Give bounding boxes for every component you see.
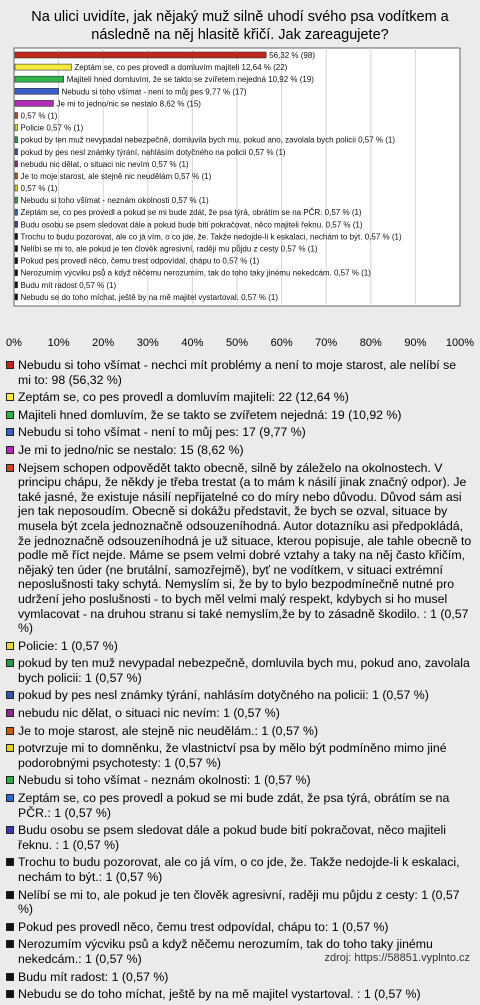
legend-swatch bbox=[6, 428, 14, 436]
legend-swatch bbox=[6, 923, 14, 931]
legend-swatch bbox=[6, 642, 14, 650]
legend-label: Nerozumím výcviku psů a když něčemu nerozumím, tak do toho taky jinému nekedcám.: 1 (0,57 %) bbox=[18, 937, 433, 966]
bar-label: Trochu to budu pozorovat, ale co já vím, o co jde, že. Takže nedojde-li k eskalaci, nechám to být. 0,57 % (1) bbox=[20, 232, 402, 242]
legend-item bbox=[6, 461, 472, 636]
source-text: zdroj: https://58851.vyplnto.cz bbox=[324, 952, 470, 964]
chart-title: Na ulici uvidíte, jak nějaký muž silně uhodí svého psa vodítkem a následně na něj hlasitě křičí. Jak zareagujete? bbox=[31, 9, 449, 43]
bar-label: Nebudu si toho všímat - není to můj pes 9,77 % (17) bbox=[61, 87, 247, 97]
bar bbox=[15, 100, 53, 106]
bar-label: Policie 0,57 % (1) bbox=[20, 123, 84, 133]
legend-swatch bbox=[6, 727, 14, 735]
legend-swatch bbox=[6, 709, 14, 717]
legend-label: Je to moje starost, ale stejně nic neudělám.: 1 (0,57 %) bbox=[18, 723, 319, 738]
bar-label: Je mi to jedno/nic se nestalo 8,62 % (15) bbox=[56, 99, 201, 109]
legend-item bbox=[6, 639, 472, 654]
legend-item bbox=[6, 888, 472, 917]
bar-label: Budu mít radost 0,57 % (1) bbox=[20, 280, 117, 290]
legend-label: potvrzuje mi to domněnku, že vlastnictví psa by mělo být podmíněno mimo jiné podorobnými psychotesty: 1 (0,57 %) bbox=[18, 741, 447, 770]
legend-swatch bbox=[6, 659, 14, 667]
legend-label: Nebudu si toho všímat - není to můj pes: 17 (9,77 %) bbox=[18, 425, 306, 440]
x-tick-label: 70% bbox=[315, 337, 338, 349]
legend-label: Nebudu si toho všímat - neznám okolnosti: 1 (0,57 %) bbox=[18, 773, 311, 788]
legend-item bbox=[6, 688, 472, 703]
legend-item bbox=[6, 773, 472, 788]
legend-label: Nebudu se do toho míchat, ještě by na mě majitel vystartoval. : 1 (0,57 %) bbox=[18, 987, 421, 1002]
legend-item bbox=[6, 390, 472, 405]
legend-item bbox=[6, 656, 472, 685]
bar bbox=[15, 294, 18, 300]
bar bbox=[15, 233, 18, 239]
legend-item bbox=[6, 970, 472, 985]
legend-item bbox=[6, 724, 472, 739]
bar-label: Zeptám se, co pes provedl a domluvím majiteli 12,64 % (22) bbox=[74, 63, 288, 73]
bar bbox=[15, 137, 18, 143]
bar-label: 0,57 % (1) bbox=[20, 111, 58, 121]
bar bbox=[15, 221, 18, 227]
legend-swatch bbox=[6, 858, 14, 866]
legend-label: Policie: 1 (0,57 %) bbox=[18, 638, 118, 653]
legend-label: Budu osobu se psem sledovat dále a pokud bude bití pokračovat, něco majiteli řeknu. : 1 (0,57 %) bbox=[18, 823, 446, 852]
legend-label: Majiteli hned domluvím, že se takto se zvířetem nejedná: 19 (10,92 %) bbox=[18, 407, 402, 422]
bar bbox=[15, 112, 18, 118]
bar bbox=[15, 173, 18, 179]
legend-label: pokud by ten muž nevypadal nebezpečně, domluvila bych mu, pokud ano, zavolala bych policii: 1 (0,57 %) bbox=[18, 656, 470, 685]
chart-legend bbox=[6, 358, 472, 1005]
legend-swatch bbox=[6, 411, 14, 419]
legend-label: Nejsem schopen odpovědět takto obecně, silně by záleželo na okolnostech. V principu chápu, že někdy je třeba trestat (a to mám k násilí jinak značný odpor). Je také jasné, že existuje násilí nepřijatelné co do míry nebo důvodu. Důvod sám asi jen tak neposoudím. Obecně si dokážu představit, že bych se ozval, situace by musela být zcela jednoznačně odsouzeníhodná. Autor dotazníku asi předpokládá, že jednoznačně odsouzeníhodná je už situace, kterou popisuje, ale tahle obecně to podle mě říct nejde. Máme se psem velmi dobré vztahy a taky na něj často křičím, nějaký ten úder (ne brutální, samozřejmě), byť ne vodítkem, v situaci extrémní neposlušnosti taky schytá. Nemyslím si, že by to bylo bezpodmínečně nutné pro udržení jeho poslušnosti - to bych měl velmi malý respekt, kdybych si ho musel vymlacovat - na druhou stranu si také nemyslím,že by to zásadně škodilo. : 1 (0,57 %) bbox=[18, 460, 472, 636]
bar-label: Nebudu se do toho míchat, ještě by na mě majitel vystartoval. 0,57 % (1) bbox=[20, 292, 279, 302]
bar-label: Zeptám se, co pes provedl a pokud se mi bude zdát, že psa týrá, obrátím se na PČR. 0,57 % (1) bbox=[20, 208, 362, 218]
bar-label: Nelíbí se mi to, ale pokud je ten člověk agresivní, raději mu půjdu z cesty 0,57 % (1) bbox=[20, 244, 318, 254]
bar-label: 0,57 % (1) bbox=[20, 184, 58, 194]
legend-label: Trochu to budu pozorovat, ale co já vím, o co jde, že. Takže nedojde-li k eskalaci, nechám to být.: 1 (0,57 %) bbox=[18, 855, 460, 884]
legend-swatch bbox=[6, 990, 14, 998]
x-tick-label: 30% bbox=[136, 337, 159, 349]
bar-label: Majiteli hned domluvím, že se takto se zvířetem nejedná 10,92 % (19) bbox=[66, 75, 314, 85]
legend-item bbox=[6, 358, 472, 387]
legend-swatch bbox=[6, 973, 14, 981]
legend-item bbox=[6, 987, 472, 1002]
legend-label: pokud by pes nesl známky týrání, nahlásím dotyčného na policii: 1 (0,57 %) bbox=[18, 688, 429, 703]
bar bbox=[15, 76, 64, 82]
bar-label: 56,32 % (98) bbox=[269, 51, 315, 60]
legend-item bbox=[6, 425, 472, 440]
legend-swatch bbox=[6, 776, 14, 784]
legend-item bbox=[6, 920, 472, 935]
legend-label: nebudu nic dělat, o situaci nic nevím: 1 (0,57 %) bbox=[18, 706, 280, 721]
legend-swatch bbox=[6, 940, 14, 948]
legend-item bbox=[6, 408, 472, 423]
bar-label: Nebudu si toho všímat - neznám okolnosti 0,57 % (1) bbox=[20, 196, 209, 206]
legend-item bbox=[6, 791, 472, 820]
x-tick-label: 90% bbox=[404, 337, 427, 349]
legend-item bbox=[6, 741, 472, 770]
bar bbox=[15, 185, 18, 191]
bar bbox=[15, 197, 18, 203]
bar-label: nebudu nic dělat, o situaci nic nevím 0,57 % (1) bbox=[20, 159, 189, 169]
bar-label: Nerozumím výcviku psů a když něčemu nerozumím, tak do toho taky jinému nekedcám. 0,57 % (1) bbox=[20, 268, 371, 278]
legend-swatch bbox=[6, 744, 14, 752]
legend-label: Pokud pes provedl něco, čemu trest odpovídal, chápu to: 1 (0,57 %) bbox=[18, 919, 389, 934]
bar bbox=[15, 149, 18, 155]
bar bbox=[15, 282, 18, 288]
legend-item bbox=[6, 443, 472, 458]
legend-swatch bbox=[6, 393, 14, 401]
bar bbox=[15, 209, 18, 215]
x-tick-label: 100% bbox=[445, 337, 475, 349]
bar-label: Je to moje starost, ale stejně nic neudělám 0,57 % (1) bbox=[20, 171, 212, 181]
legend-swatch bbox=[6, 464, 14, 472]
bar-label: Budu osobu se psem sledovat dále a pokud bude bití pokračovat, něco majiteli řeknu. 0,57 % (1) bbox=[20, 220, 363, 230]
legend-item bbox=[6, 855, 472, 884]
x-tick-label: 40% bbox=[181, 337, 204, 349]
legend-swatch bbox=[6, 794, 14, 802]
bar bbox=[15, 125, 18, 131]
bar bbox=[15, 52, 266, 58]
legend-item bbox=[6, 823, 472, 852]
bar-label: Pokud pes provedl něco, čemu trest odpovídal, chápu to 0,57 % (1) bbox=[20, 256, 260, 266]
x-tick-label: 80% bbox=[359, 337, 382, 349]
bar bbox=[15, 161, 18, 167]
legend-swatch bbox=[6, 446, 14, 454]
legend-label: Nebudu si toho všímat - nechci mít problémy a není to moje starost, ale nelíbí se mi to: 98 (56,32 %) bbox=[18, 358, 457, 387]
bar-label: pokud by pes nesl známky týrání, nahlásím dotyčného na policii 0,57 % (1) bbox=[20, 147, 286, 157]
legend-label: Budu mít radost: 1 (0,57 %) bbox=[18, 969, 169, 984]
bar bbox=[15, 64, 71, 70]
legend-label: Zeptám se, co pes provedl a pokud se mi bude zdát, že psa týrá, obrátím se na PČR.: 1 (0,57 %) bbox=[18, 791, 450, 820]
bar bbox=[15, 258, 18, 264]
bar-chart bbox=[0, 46, 480, 352]
bar bbox=[15, 270, 18, 276]
x-tick-label: 10% bbox=[47, 337, 70, 349]
legend-swatch bbox=[6, 826, 14, 834]
legend-label: Je mi to jedno/nic se nestalo: 15 (8,62 %) bbox=[18, 442, 244, 457]
legend-item bbox=[6, 706, 472, 721]
legend-label: Nelíbí se mi to, ale pokud je ten člověk agresivní, raději mu půjdu z cesty: 1 (0,57 %) bbox=[18, 887, 460, 917]
bar bbox=[15, 246, 18, 252]
x-tick-label: 0% bbox=[6, 337, 22, 349]
legend-swatch bbox=[6, 891, 14, 899]
legend-label: Zeptám se, co pes provedl a domluvím majiteli: 22 (12,64 %) bbox=[18, 390, 349, 405]
x-tick-label: 60% bbox=[270, 337, 293, 349]
x-tick-label: 20% bbox=[92, 337, 115, 349]
bar-label: pokud by ten muž nevypadal nebezpečně, domluvila bych mu, pokud ano, zavolala bych policii 0,57 % (1) bbox=[20, 135, 395, 145]
x-tick-label: 50% bbox=[225, 337, 249, 349]
legend-swatch bbox=[6, 361, 14, 369]
bar bbox=[15, 88, 59, 94]
legend-swatch bbox=[6, 691, 14, 699]
